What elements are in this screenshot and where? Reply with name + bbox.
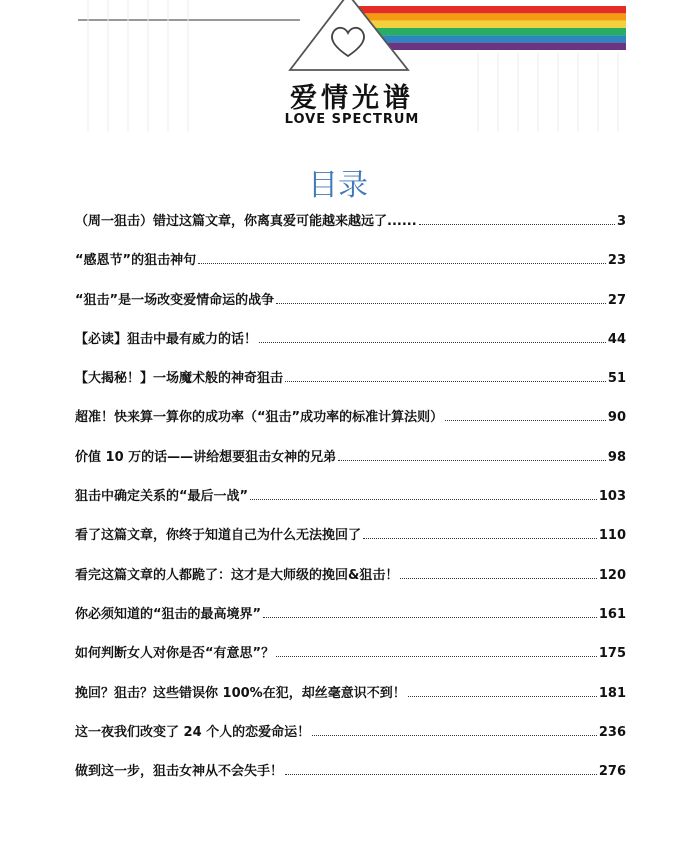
- toc-leader-dots: [400, 568, 597, 579]
- toc-leader-dots: [198, 253, 606, 264]
- toc-leader-dots: [285, 371, 606, 382]
- toc-entry[interactable]: [75, 721, 626, 760]
- toc-entry[interactable]: [75, 446, 626, 485]
- toc-entry[interactable]: [75, 406, 626, 445]
- toc-leader-dots: [363, 528, 597, 539]
- toc-entry-page[interactable]: 110: [598, 528, 626, 544]
- toc-entry-page[interactable]: 51: [607, 371, 626, 387]
- toc-leader-dots: [338, 450, 606, 461]
- toc-entry-page[interactable]: 120: [598, 567, 626, 583]
- toc-entry[interactable]: [75, 642, 626, 681]
- toc-entry-page[interactable]: 276: [598, 764, 626, 780]
- toc-leader-dots: [259, 332, 606, 343]
- toc-entry[interactable]: [75, 367, 626, 406]
- toc-entry-page[interactable]: 23: [607, 253, 626, 269]
- toc-entry[interactable]: [75, 564, 626, 603]
- toc-entry-title[interactable]: 狙击中确定关系的“最后一战”: [75, 489, 249, 505]
- toc-entry-page[interactable]: 103: [598, 489, 626, 505]
- rainbow-stripe: [357, 6, 626, 13]
- toc-entry[interactable]: [75, 249, 626, 288]
- toc-entry-page[interactable]: 181: [598, 685, 626, 701]
- toc-entry-title[interactable]: “感恩节”的狙击神句: [75, 253, 197, 269]
- toc-leader-dots: [250, 489, 597, 500]
- toc-entry-page[interactable]: 27: [607, 292, 626, 308]
- brand-name-cn: 爱情光谱: [290, 83, 414, 114]
- toc-entry-page[interactable]: 44: [607, 331, 626, 347]
- toc-entry[interactable]: [75, 682, 626, 721]
- toc-entry[interactable]: [75, 210, 626, 249]
- toc-list: [75, 210, 626, 799]
- rainbow-stripe: [381, 35, 626, 42]
- toc-entry[interactable]: [75, 603, 626, 642]
- toc-entry-title[interactable]: 超准！快来算一算你的成功率（“狙击”成功率的标准计算法则）: [75, 410, 444, 426]
- toc-entry-title[interactable]: “狙击”是一场改变爱情命运的战争: [75, 292, 275, 308]
- toc-leader-dots: [445, 410, 606, 421]
- toc-leader-dots: [312, 725, 597, 736]
- toc-entry-title[interactable]: 如何判断女人对你是否“有意思”？: [75, 646, 275, 662]
- toc-entry-page[interactable]: 236: [598, 724, 626, 740]
- toc-entry-page[interactable]: 161: [598, 606, 626, 622]
- toc-entry-title[interactable]: 做到这一步，狙击女神从不会失手！: [75, 764, 284, 780]
- toc-entry[interactable]: [75, 328, 626, 367]
- toc-entry-title[interactable]: 看了这篇文章，你终于知道自己为什么无法挽回了: [75, 528, 362, 544]
- rainbow-stripe: [369, 21, 626, 28]
- toc-entry-title[interactable]: （周一狙击）错过这篇文章，你离真爱可能越来越远了......: [75, 214, 417, 229]
- rainbow-stripe: [375, 28, 626, 35]
- toc-leader-dots: [276, 646, 597, 657]
- toc-leader-dots: [276, 293, 606, 304]
- toc-leader-dots: [285, 764, 597, 775]
- toc-entry[interactable]: [75, 289, 626, 328]
- toc-entry-title[interactable]: 挽回？狙击？这些错误你 100%在犯，却丝毫意识不到！: [75, 685, 406, 701]
- header-banner: [78, 0, 626, 132]
- toc-entry-title[interactable]: 价值 10 万的话——讲给想要狙击女神的兄弟: [75, 449, 337, 465]
- toc-title: 目录: [308, 168, 368, 203]
- toc-entry-title[interactable]: 这一夜我们改变了 24 个人的恋爱命运！: [75, 724, 311, 740]
- rainbow-stripe: [363, 13, 626, 20]
- toc-leader-dots: [408, 686, 597, 697]
- toc-entry-title[interactable]: 【大揭秘！】一场魔术般的神奇狙击: [75, 371, 284, 387]
- toc-entry-title[interactable]: 【必读】狙击中最有威力的话！: [75, 331, 258, 347]
- toc-entry-title[interactable]: 看完这篇文章的人都跪了：这才是大师级的挽回&狙击！: [75, 567, 399, 583]
- toc-entry[interactable]: [75, 760, 626, 799]
- toc-leader-dots: [263, 607, 597, 618]
- toc-entry-page[interactable]: 175: [598, 646, 626, 662]
- toc-entry[interactable]: [75, 485, 626, 524]
- rainbow-stripe: [386, 43, 626, 50]
- brand-name-en: LOVE SPECTRUM: [284, 112, 420, 127]
- toc-entry-page[interactable]: 3: [616, 214, 626, 229]
- toc-leader-dots: [419, 214, 615, 225]
- toc-entry-title[interactable]: 你必须知道的“狙击的最高境界”: [75, 606, 262, 622]
- rainbow-stripes: [357, 6, 626, 50]
- toc-entry-page[interactable]: 90: [607, 410, 626, 426]
- toc-entry[interactable]: [75, 524, 626, 563]
- toc-entry-page[interactable]: 98: [607, 449, 626, 465]
